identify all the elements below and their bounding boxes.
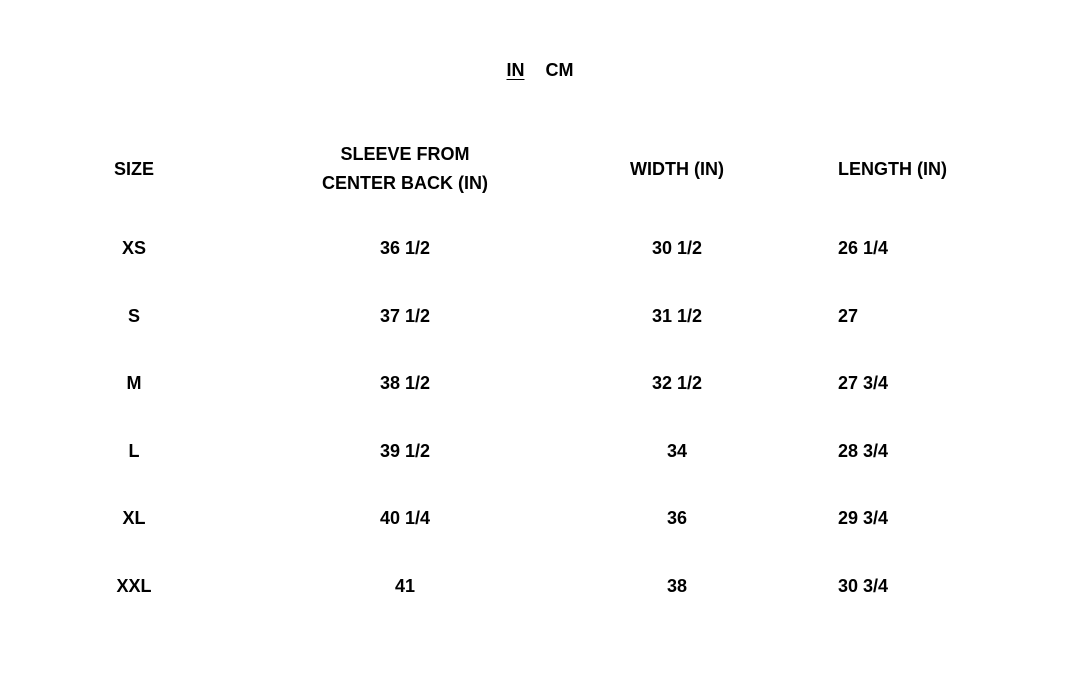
cell-size: M (126, 373, 142, 394)
cell-length: 27 (838, 305, 859, 326)
header-length: LENGTH (IN) (838, 158, 947, 179)
cell-size: L (128, 440, 140, 461)
cell-width: 34 (666, 440, 688, 461)
cell-length: 29 3/4 (838, 508, 889, 529)
cell-length: 26 1/4 (838, 238, 889, 259)
cell-size: S (127, 305, 140, 326)
table-row (0, 350, 1080, 418)
cell-length: 27 3/4 (838, 373, 889, 394)
table-header-row (0, 135, 1080, 203)
cell-length: 30 3/4 (838, 575, 889, 596)
cell-sleeve: 41 (394, 575, 416, 596)
cell-width: 32 1/2 (651, 373, 703, 394)
table-row (0, 553, 1080, 621)
cell-sleeve: 37 1/2 (379, 305, 431, 326)
unit-option-in[interactable]: IN (506, 60, 525, 80)
cell-size: XXL (116, 575, 152, 596)
cell-size: XS (121, 238, 146, 259)
header-sleeve (268, 135, 542, 203)
cell-width: 36 (666, 508, 688, 529)
unit-option-cm[interactable]: CM (545, 60, 574, 80)
cell-width: 31 1/2 (651, 305, 703, 326)
table-body (0, 203, 1080, 620)
cell-sleeve: 40 1/4 (379, 508, 431, 529)
table-row (0, 283, 1080, 351)
header-width: WIDTH (IN) (630, 158, 724, 179)
size-chart-table (0, 135, 1080, 620)
unit-toggle (0, 60, 1080, 81)
header-sleeve-line2: CENTER BACK (IN) (322, 173, 488, 193)
header-sleeve-line1: SLEEVE FROM (340, 144, 470, 164)
table-row (0, 485, 1080, 553)
cell-length: 28 3/4 (838, 440, 889, 461)
cell-size: XL (122, 508, 146, 529)
header-size: SIZE (113, 158, 154, 179)
table-row (0, 418, 1080, 486)
cell-sleeve: 39 1/2 (379, 440, 431, 461)
cell-sleeve: 38 1/2 (379, 373, 431, 394)
cell-width: 38 (666, 575, 688, 596)
cell-sleeve: 36 1/2 (379, 238, 431, 259)
table-row (0, 203, 1080, 283)
cell-width: 30 1/2 (651, 238, 703, 259)
